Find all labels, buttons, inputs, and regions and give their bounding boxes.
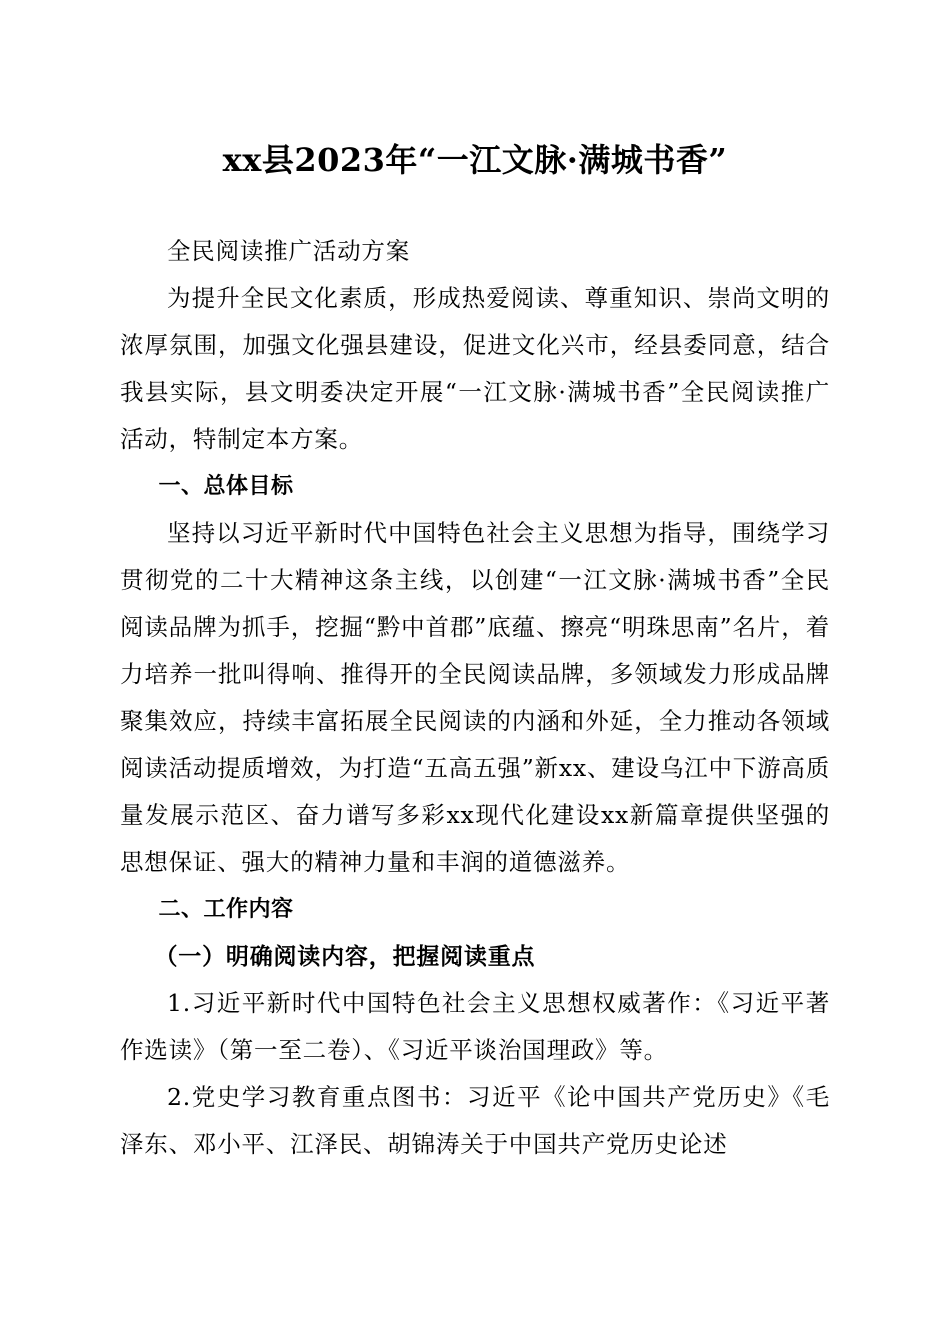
- reading-item-1: 1.习近平新时代中国特色社会主义思想权威著作：《习近平著作选读》（第一至二卷）、《习近平谈治国理政》等。: [120, 989, 830, 1064]
- document-subtitle: 全民阅读推广活动方案: [167, 237, 410, 265]
- reading-item-2: 2.党史学习教育重点图书：习近平《论中国共产党历史》《毛泽东、邓小平、江泽民、胡锦涛关于中国共产党历史论述: [120, 1083, 830, 1158]
- overall-goal-paragraph: 坚持以习近平新时代中国特色社会主义思想为指导，围绕学习贯彻党的二十大精神这条主线，以创建“一江文脉·满城书香”全民阅读品牌为抓手，挖掘“黔中首郡”底蕴、擦亮“明珠思南”名片，着力培养一批叫得响、推得开的全民阅读品牌，多领域发力形成品牌聚集效应，持续丰富拓展全民阅读的内涵和外延，全力推动各领域阅读活动提质增效，为打造“五高五强”新xx、建设乌江中下游高质量发展示范区、奋力谱写多彩xx现代化建设xx新篇章提供坚强的思想保证、强大的精神力量和丰润的道德滋养。: [120, 519, 830, 876]
- document-title: xx县2023年“一江文脉·满城书香”: [222, 141, 728, 179]
- document-body: [120, 228, 830, 1168]
- section-heading-overall-goal: 一、总体目标: [158, 474, 294, 499]
- intro-paragraph: 为提升全民文化素质，形成热爱阅读、尊重知识、崇尚文明的浓厚氛围，加强文化强县建设，促进文化兴市，经县委同意，结合我县实际，县文明委决定开展“一江文脉·满城书香”全民阅读推广活动，特制定本方案。: [120, 284, 830, 453]
- subsection-heading-reading-content: （一）明确阅读内容，把握阅读重点: [154, 943, 536, 970]
- section-heading-work-content: 二、工作内容: [158, 897, 294, 922]
